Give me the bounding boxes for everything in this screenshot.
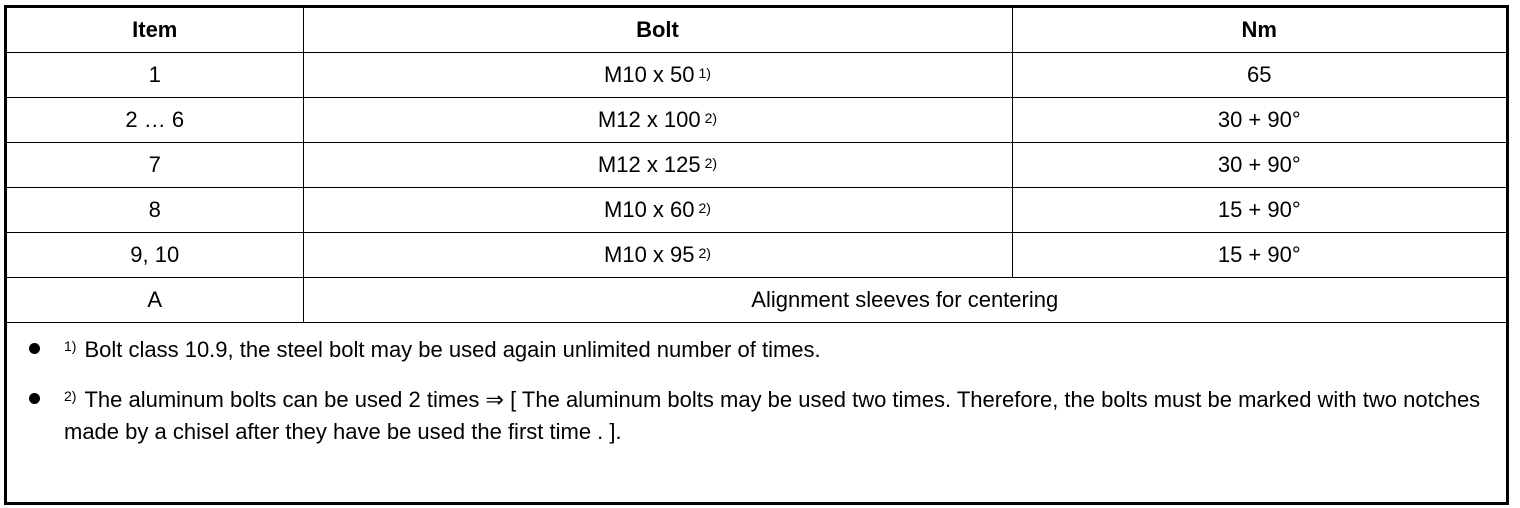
item-cell: 9, 10: [7, 233, 303, 278]
bolt-cell: [303, 233, 1012, 278]
header-nm: Nm: [1012, 8, 1506, 53]
bolt-cell: [303, 53, 1012, 98]
footnote-1: [29, 335, 1506, 367]
table-row: [7, 233, 1506, 278]
bolt-cell: [303, 188, 1012, 233]
bolt-cell: [303, 143, 1012, 188]
header-bolt: Bolt: [303, 8, 1012, 53]
bolt-text: M12 x 100: [597, 107, 701, 132]
bolt-text: M10 x 50: [604, 62, 695, 87]
header-row: [7, 8, 1506, 53]
table-row: [7, 98, 1506, 143]
footnote-ref: 2): [704, 155, 718, 171]
footnote-marker: 1): [64, 338, 77, 354]
bolt-text: M10 x 95: [604, 242, 695, 267]
item-cell: 7: [7, 143, 303, 188]
footnote-ref: 1): [698, 65, 711, 81]
footnote-ref: 2): [698, 200, 711, 216]
item-cell: 1: [7, 53, 303, 98]
table-row: [7, 188, 1506, 233]
torque-cell: 65: [1012, 53, 1506, 98]
torque-spec-document: [4, 5, 1509, 505]
torque-cell: 15 + 90°: [1012, 188, 1506, 233]
item-cell: 8: [7, 188, 303, 233]
footnote-text: The aluminum bolts can be used 2 times ⇒ [ The aluminum bolts may be used two times. Therefore, the bolts must be marked with two notches made by a chisel after they have be used the first time . ].: [64, 387, 1481, 444]
footnotes: [7, 323, 1506, 447]
footnote-text: Bolt class 10.9, the steel bolt may be used again unlimited number of times.: [84, 337, 821, 362]
bolt-cell: [303, 98, 1012, 143]
footnote-2: [29, 385, 1506, 447]
footnote-ref: 2): [698, 245, 711, 261]
torque-cell: 15 + 90°: [1012, 233, 1506, 278]
table-row: [7, 143, 1506, 188]
bolt-text: M10 x 60: [604, 197, 695, 222]
alignment-sleeves-cell: Alignment sleeves for centering: [303, 278, 1506, 323]
footnote-ref: 2): [704, 110, 718, 126]
bolt-text: M12 x 125: [597, 152, 701, 177]
footnote-marker: 2): [64, 388, 77, 404]
item-cell: 2 … 6: [7, 98, 303, 143]
table-row: [7, 53, 1506, 98]
torque-table: [7, 8, 1506, 323]
header-item: Item: [7, 8, 303, 53]
item-cell: A: [7, 278, 303, 323]
bullet-icon: [29, 393, 40, 404]
table-row-alignment: [7, 278, 1506, 323]
torque-cell: 30 + 90°: [1012, 143, 1506, 188]
bullet-icon: [29, 343, 40, 354]
torque-cell: 30 + 90°: [1012, 98, 1506, 143]
